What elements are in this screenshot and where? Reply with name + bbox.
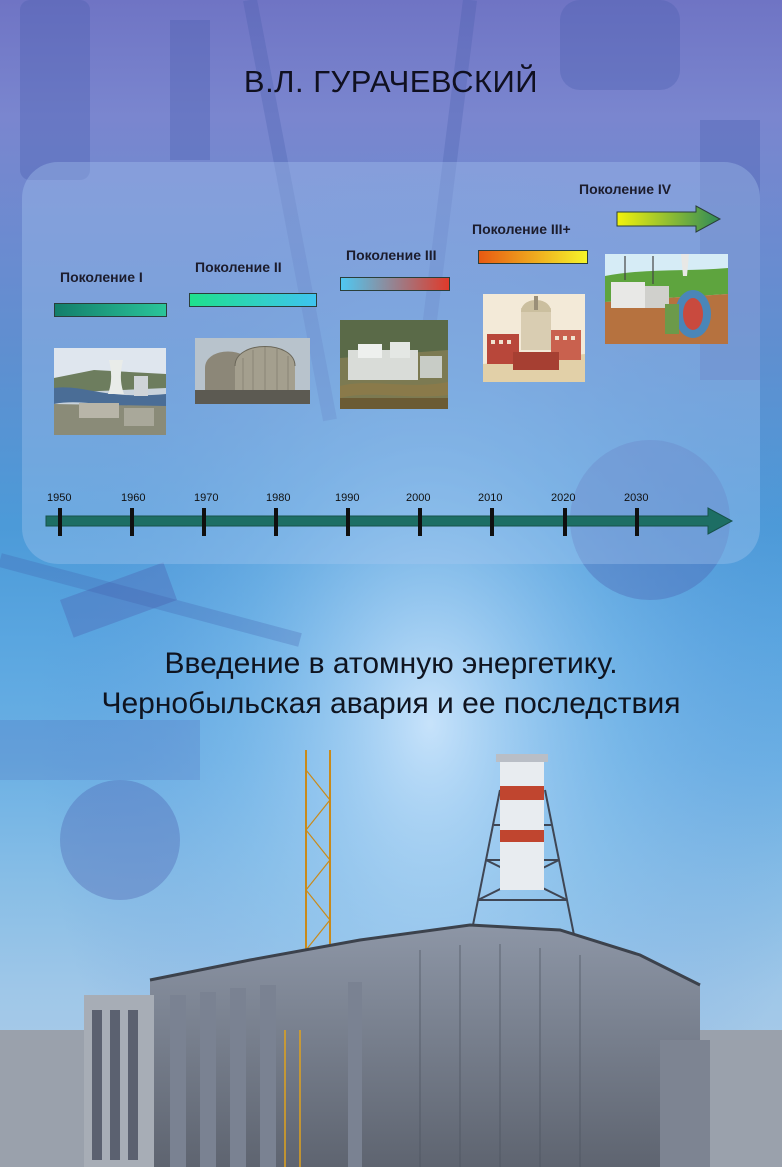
gen1-photo: [54, 348, 166, 435]
gen4-arrow: [616, 205, 722, 235]
gen1-bar: [54, 303, 167, 317]
gen4-label: Поколение IV: [579, 181, 672, 197]
tick-1990: [346, 508, 350, 536]
author-name: В.Л. ГУРАЧЕВСКИЙ: [243, 64, 539, 99]
year-label: 2010: [478, 492, 503, 504]
gen1-label: Поколение I: [60, 269, 143, 285]
title-line-2: Чернобыльская авария и ее последствия: [101, 687, 681, 720]
year-label: 1990: [335, 492, 360, 504]
gen4-photo: [605, 254, 728, 344]
year-label: 1950: [47, 492, 72, 504]
gen3plus-photo: [483, 294, 585, 382]
tick-1980: [274, 508, 278, 536]
year-label: 2030: [624, 492, 649, 504]
gen3-label: Поколение III: [346, 247, 437, 263]
chernobyl-sarcophagus-photo: [0, 730, 782, 1167]
year-label: 2000: [406, 492, 431, 504]
tick-1950: [58, 508, 62, 536]
gen2-label: Поколение II: [195, 259, 282, 275]
title-line-1: Введение в атомную энергетику.: [164, 647, 618, 680]
tick-1970: [202, 508, 206, 536]
gen2-photo: [195, 338, 310, 404]
tick-1960: [130, 508, 134, 536]
year-label: 1970: [194, 492, 219, 504]
year-label: 1960: [121, 492, 146, 504]
tick-2010: [490, 508, 494, 536]
gen2-bar: [189, 293, 317, 307]
gen3plus-label: Поколение III+: [472, 221, 571, 237]
year-label: 1980: [266, 492, 291, 504]
tick-2000: [418, 508, 422, 536]
tick-2020: [563, 508, 567, 536]
year-label: 2020: [551, 492, 576, 504]
gen3-photo: [340, 320, 448, 409]
tick-2030: [635, 508, 639, 536]
gen3-bar: [340, 277, 450, 291]
gen3plus-bar: [478, 250, 588, 264]
